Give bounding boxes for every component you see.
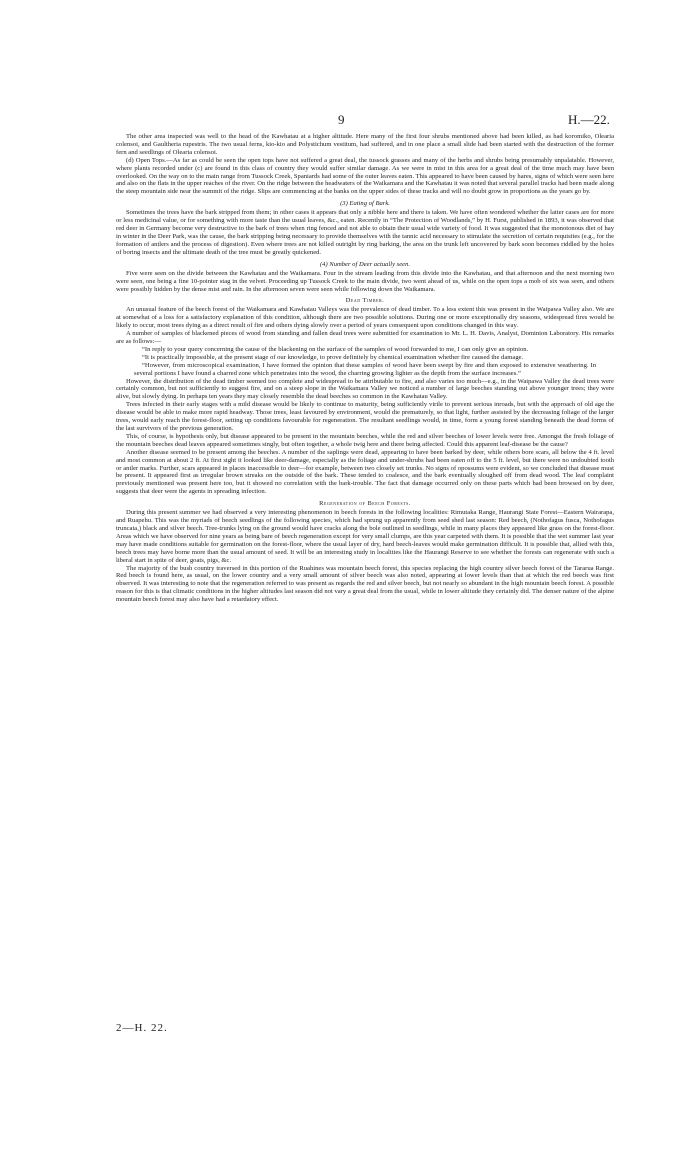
document-reference: H.—22. [568, 112, 610, 127]
paragraph: The other area inspected was well to the head of the Kawhatau at a higher altitude. Here many of the first four shrubs mentioned above had been killed, as had koromiko, Olearia colensoi, and Gaultheria rupestris. The two usual ferns, kio-kio and Polystichum vestitum, had suffered, and in one place a small slide had been started with the destruction of the former fern and seedlings of Olearia colensoi. [116, 133, 614, 156]
section-heading: (3) Eating of Bark. [340, 200, 390, 208]
section-heading: Dead Timber. [345, 297, 385, 305]
paragraph: An unusual feature of the beech forest of the Waikamara and Kawhatau Valleys was the prevalence of dead timber. To a less extent this was present in the Waipawa Valley also. We are at somewhat of a loss for a satisfactory explanation of this condition, although there are two possible solutions. During one or more exceptionally dry seasons, widespread fires would be likely to occur, most trees dying as a direct result of fire and others dying slowly over a period of years consequent upon conditions changed in this way. [116, 306, 614, 330]
section-heading: (4) Number of Deer actually seen. [319, 260, 411, 268]
section-heading: Regeneration of Beech Forests. [319, 500, 411, 508]
paragraph: The majority of the bush country traversed in this portion of the Ruahines was mountain beech forest, this species replacing the high country silver beech forest of the Tararua Range. Red beech is found here, as usual, on the lower country and a very small amount of silver beech was also noted, appearing at lower levels than that at which the red beech was first observed. It was interesting to note that the regeneration referred to was present as regards the red and silver beech, but not nearly so abundant in the high mountain beech forest. A possible reason for this is that climatic conditions in the higher altitudes last season did not vary a great deal from the usual, while in lower altitude they certainly did. The denser nature of the alpine mountain beech forest may also have had a retardatory effect. [116, 564, 614, 604]
paragraph: However, the distribution of the dead timber seemed too complete and widespread to be attributable to fire, and also varies too much—e.g., in the Waipawa Valley the dead trees were certainly common, but not sufficiently to suggest fire, and on a steep slope in the Waikamara Valley we noticed a number of large beeches standing out above younger trees; they were alive, but slowly dying. In perhaps ten years they may closely resemble the dead beeches so common in the Kawhatau Valley. [116, 377, 614, 401]
paragraph: Sometimes the trees have the bark stripped from them; in other cases it appears that only a nibble here and there is taken. We have often wondered whether the latter cases are for more or less medicinal value, or for something with more taste than the usual leaves, &c., eaten. Recently in “The Protection of Woodlands,” by H. Furst, published in 1893, it was observed that red deer in Germany become very destructive to the bark of trees when ring fenced and not able to obtain their usual wide variety of food. It was suggested that the monotonous diet of hay in winter in the Deer Park, was the cause, the bark stripping being necessary to provide themselves with the tannic acid necessary to stimulate the secretion of certain requisites (e.g., for the formation of antlers and the process of digestion). Even where trees are not killed outright by ring barking, the area on the trunk left uncovered by bark soon becomes riddled by the holes of boring insects and the ultimate death of the tree must be greatly quickened. [116, 209, 614, 256]
paragraph: During this present summer we had observed a very interesting phenomenon in beech forests in the following localities: Rimutaka Range, Haurangi State Forest—Eastern Wairarapa, and Ruapehu. This was the myriads of beech seedlings of the following species, which had sprung up apparently from seed shed last season: Red beech, (Nothofagus fusca, Nothofagus truncata,) black and silver beech. Tree-trunks lying on the ground would have cracks along the bole outlined in seedlings, while in many places they appeared like grass on the forest-floor. Areas which we have observed for nine years as being bare of beech regeneration except for very small clumps, are this year carpeted with them. It is possible that the wet summer last year may have made conditions suitable for germination on the forest-floor, where the usual layer of dry, hard beech-leaves would make germination difficult. It is possible that, allied with this, beech trees may have borne more than the usual amount of seed. It will be an interesting study in localities like the Haurangi Reserve to see whether the forests can regenerate with such a liberal start in spite of deer, goats, pigs, &c. [116, 509, 614, 564]
paragraph: Trees infected in their early stages with a mild disease would be likely to continue to maturity, being sufficiently virile to prevent serious inroads, but with the approach of old age the disease would be able to make more rapid headway. Those trees, least favoured by environment, would die prematurely, so that light, further assisted by the decreasing foliage of the larger trees, would early reach the forest-floor, setting up conditions favourable for regeneration. The resultant seedlings would, in time, form a young forest standing beneath the dead forms of the last survivors of the previous generation. [116, 401, 614, 432]
paragraph: Five were seen on the divide between the Kawhatau and the Waikamara. Four in the stream leading from this divide into the Kawhatau, and that afternoon and the next morning two were seen, one being a fine 10-pointer stag in the velvet. Proceeding up Tussock Creek to the main divide, two went ahead of us, while on the open tops a mob of six was seen, and others were possibly hidden by the dense mist and rain. In the afternoon seven were seen while following down the Waikamara. [116, 269, 614, 293]
paragraph: A number of samples of blackened pieces of wood from standing and fallen dead trees were submitted for examination to Mr. L. H. Davis, Analyst, Dominion Laboratory. His remarks are as follows:— [116, 330, 614, 346]
paragraph: This, of course, is hypothesis only, but disease appeared to be present in the mountain beeches, while the red and silver beeches of lower levels were free. Amongst the fresh foliage of the mountain beeches dead leaves appeared sometimes singly, but often together, a whole twig here and there being affected. Could this apparent leaf-disease be the cause? [116, 432, 614, 448]
page-body [116, 133, 614, 604]
quotation: “However, from microscopical examination, I have formed the opinion that these samples of wood have been swept by fire and then exposed to extensive weathering. In several portions I have found a charred zone which penetrates into the wood, the charring growing lighter as the depth from the surface increases.” [134, 361, 596, 377]
page-number: 9 [338, 112, 345, 127]
quotation: “It is practically impossible, at the present stage of our knowledge, to prove definitely by chemical examination whether fire caused the damage. [142, 353, 524, 361]
quotation: “In reply to your query concerning the cause of the blackening on the surface of the samples of wood forwarded to me, I can only give an opinion. [142, 345, 529, 353]
signature-mark: 2—H. 22. [116, 1022, 168, 1034]
paragraph: (d) Open Tops.—As far as could be seen the open tops have not suffered a great deal, the tussock grasses and many of the herbs and shrubs being presumably unpalatable. However, where plants recorded under (c) are found in this class of country they would suffer similar damage. As we were in mist in this area for a great deal of the time much may have been overlooked. On the way on to the main range from Tussock Creek, Spaniards had some of the outer leaves eaten. This appeared to have been caused by hares, signs of which were seen here and also on the flats in the upper reaches of the river. On the ridge between the headwaters of the Waikamara and the Kawhatau it was noted that several parallel tracks had been made along the steep mountain side near the summit of the ridge. Slips are commencing at the banks on the upper sides of these tracks and will no doubt grow in proportions as the years go by. [116, 156, 614, 196]
paragraph: Another disease seemed to be present among the beeches. A number of the saplings were dead, appearing to have been barked by deer, while others bore scars, all below the 4 ft. level and most common at about 2 ft. At first sight it looked like deer-damage, especially as the foliage and under-shrubs had been eaten off to the 5 ft. level, but there were no undoubted tooth or antler marks. Further, scars appeared in places inaccessible to deer—for example, between two closely set trunks. No signs of opossums were evident, so we concluded that disease must be present. It appeared first as irregular brown streaks on the outside of the bark. These tended to coalesce, and the bark eventually sloughed off from dead wood. The leaf complaint previously mentioned was present here too, but it showed no correlation with the bark-trouble. The fact that damage occurred only on these parts which had been browsed on by deer, suggests that deer were the agents in spreading infection. [116, 448, 614, 496]
